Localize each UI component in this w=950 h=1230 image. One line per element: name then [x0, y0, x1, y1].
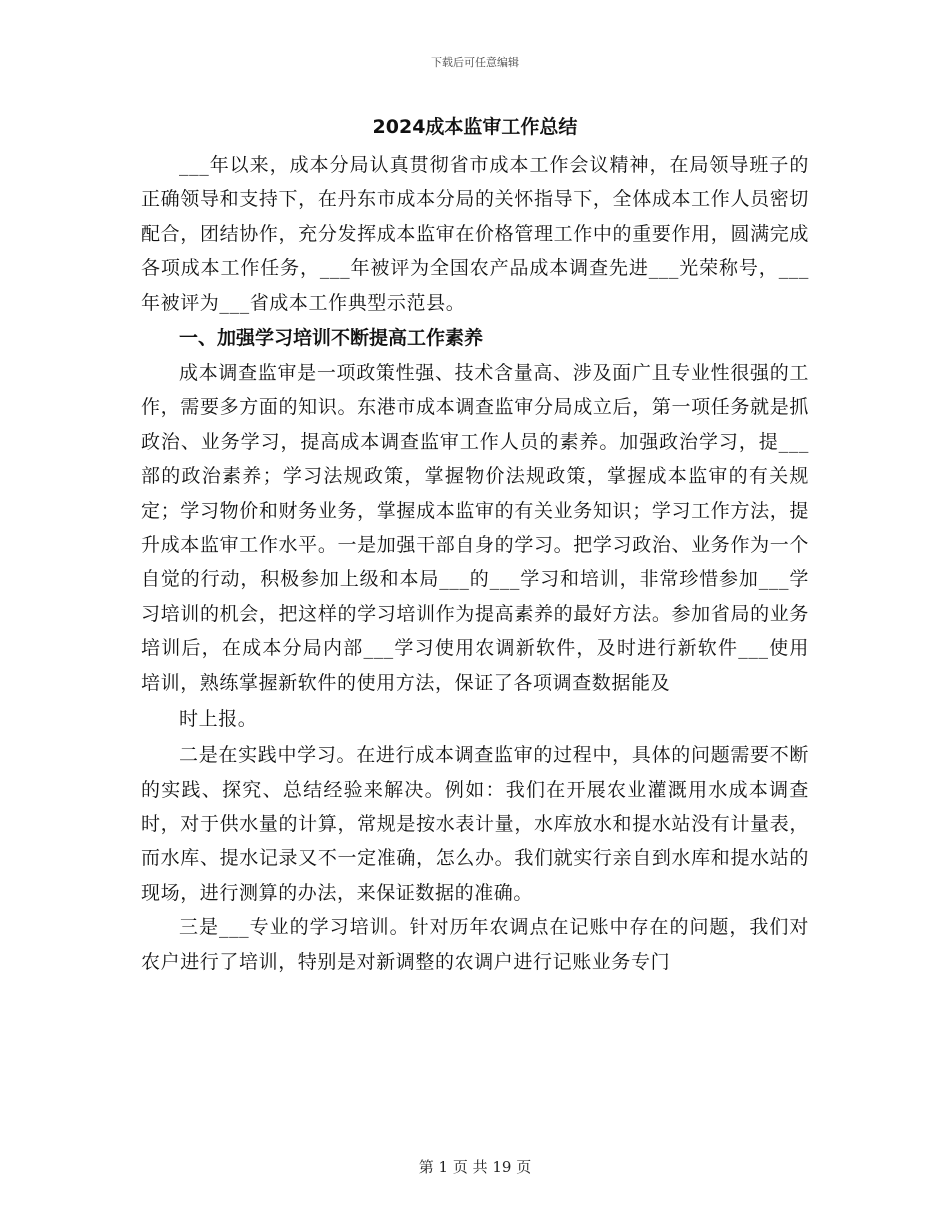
intro-paragraph: ___年以来，成本分局认真贯彻省市成本工作会议精神，在局领导班子的正确领导和支持下，在丹东市成本分局的关怀指导下，全体成本工作人员密切配合，团结协作，充分发挥成本监审在价格管理工作中的重要作用，圆满完成各项成本工作任务，___年被评为全国农产品成本调查先进___光荣称号，___年被评为___省成本工作典型示范县。: [141, 154, 809, 314]
section-heading-1: 一、加强学习培训不断提高工作素养: [179, 327, 484, 350]
section1-paragraph-1: 成本调查监审是一项政策性强、技术含量高、涉及面广且专业性很强的工作，需要多方面的知识。东港市成本调查监审分局成立后，第一项任务就是抓政治、业务学习，提高成本调查监审工作人员的素养。加强政治学习，提___部的政治素养；学习法规政策，掌握物价法规政策，掌握成本监审的有关规定；学习物价和财务业务，掌握成本监审的有关业务知识；学习工作方法，提升成本监审工作水平。一是加强干部自身的学习。把学习政治、业务作为一个自觉的行动，积极参加上级和本局___的___学习和培训，非常珍惜参加___学习培训的机会，把这样的学习培训作为提高素养的最好方法。参加省局的业务培训后，在成本分局内部___学习使用农调新软件，及时进行新软件___使用培训，熟练掌握新软件的使用方法，保证了各项调查数据能及: [141, 362, 809, 694]
section1-paragraph-1-tail: 时上报。: [179, 708, 258, 731]
section1-paragraph-2: 二是在实践中学习。在进行成本调查监审的过程中，具体的问题需要不断的实践、探究、总结经验来解决。例如：我们在开展农业灌溉用水成本调查时，对于供水量的计算，常规是按水表计量，水库放水和提水站没有计量表，而水库、提水记录又不一定准确，怎么办。我们就实行亲自到水库和提水站的现场，进行测算的办法，来保证数据的准确。: [141, 744, 809, 904]
page-header-note: 下载后可任意编辑: [431, 56, 519, 69]
section1-paragraph-3: 三是___专业的学习培训。针对历年农调点在记账中存在的问题，我们对农户进行了培训，特别是对新调整的农调户进行记账业务专门: [141, 916, 809, 973]
document-body: [141, 110, 809, 979]
page-number-footer: 第 1 页 共 19 页: [418, 1158, 532, 1176]
document-title: 2024成本监审工作总结: [372, 116, 578, 138]
